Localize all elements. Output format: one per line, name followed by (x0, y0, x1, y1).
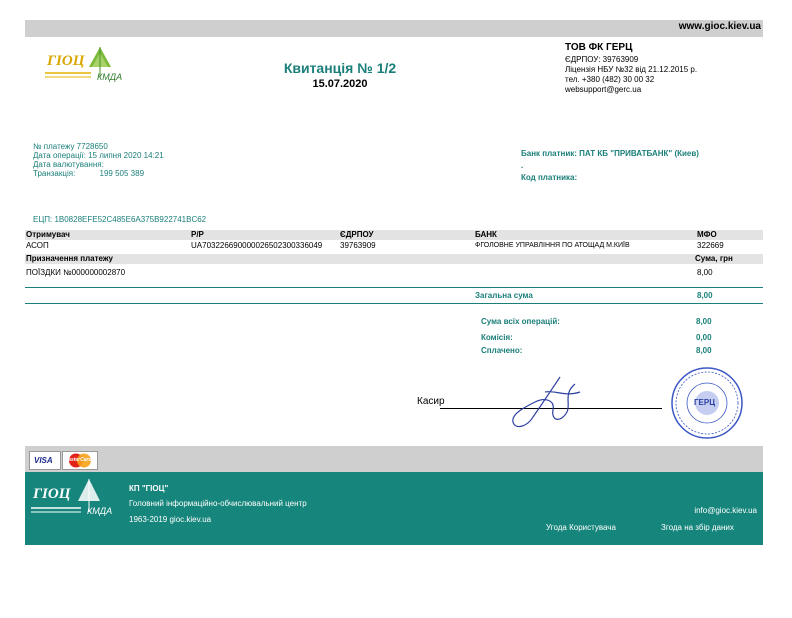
receipt-date: 15.07.2020 (312, 78, 368, 90)
company-license: Ліцензія НБУ №32 від 21.12.2015 р. (565, 65, 698, 74)
visa-label: VISA (34, 456, 53, 465)
total-label: Загальна сума (475, 291, 533, 300)
col-mfo: МФО (697, 230, 717, 239)
divider-line (25, 287, 763, 288)
mastercard-icon (62, 451, 98, 470)
cashier-signature (505, 372, 585, 432)
transaction-label: Транзакція: (33, 169, 76, 178)
all-ops-value: 8,00 (696, 317, 712, 326)
stamp-text: ГЕРЦ (694, 398, 716, 407)
bank-payer: Банк платник: ПАТ КБ "ПРИВАТБАНК" (Киев) (521, 149, 699, 158)
gioc-logo (45, 45, 130, 85)
account-value: UA703226690000026502300336049 (191, 241, 323, 250)
transaction (33, 169, 164, 178)
footer-years[interactable]: 1963-2019 gioc.kiev.ua (129, 515, 212, 524)
amount-value: 8,00 (697, 268, 713, 277)
edrpou-value: 39763909 (340, 241, 376, 250)
company-stamp (670, 366, 744, 440)
logo-text: ГІОЦ (47, 53, 85, 69)
company-email[interactable]: websupport@gerc.ua (565, 85, 642, 94)
footer-logo (31, 476, 111, 521)
company-name: ТОВ ФК ГЕРЦ (565, 42, 633, 53)
bank-payer-dot: . (521, 161, 524, 170)
col-bank: БАНК (475, 230, 497, 239)
ecp-signature: ЕЦП: 1B0828EFE52C485E6A375B922741BC62 (33, 215, 207, 224)
col-edrpou: ЄДРПОУ (340, 230, 374, 239)
col-account: Р/Р (191, 230, 204, 239)
footer-org: КП "ГІОЦ" (129, 484, 169, 493)
transaction-value: 199 505 389 (99, 169, 145, 178)
footer-org-full: Головний інформаційно-обчислювальний центр (129, 499, 307, 508)
commission-label: Комісія: (481, 333, 513, 342)
purpose-header (25, 254, 763, 264)
user-agreement-link[interactable]: Угода Користувача (546, 523, 616, 532)
top-bar (25, 20, 763, 37)
paid-value: 8,00 (696, 346, 712, 355)
footer-email[interactable]: info@gioc.kiev.ua (694, 506, 757, 515)
company-phone: тел. +380 (482) 30 00 32 (565, 75, 655, 84)
operation-date: Дата операції: 15 липня 2020 14:21 (33, 151, 164, 160)
site-url[interactable]: www.gioc.kiev.ua (678, 21, 761, 32)
data-consent-link[interactable]: Згода на збір даних (661, 523, 734, 532)
table-row (25, 241, 763, 251)
total-row (25, 291, 763, 301)
mastercard-label: MasterCard (64, 457, 92, 463)
purpose-label: Призначення платежу (26, 254, 114, 263)
paid-label: Сплачено: (481, 346, 523, 355)
footer-logo-subtext: КМДА (87, 506, 113, 516)
visa-icon (29, 451, 61, 470)
company-edrpou: ЄДРПОУ: 39763909 (565, 55, 639, 64)
commission-value: 0,00 (696, 333, 712, 342)
footer (25, 472, 763, 545)
col-recipient: Отримувач (26, 230, 70, 239)
recipient-value: АСОП (26, 241, 49, 250)
sum-label: Сума, грн (695, 254, 733, 263)
company-info (565, 43, 697, 95)
total-value: 8,00 (697, 291, 713, 300)
bank-payer-block (521, 148, 699, 184)
purpose-row (25, 268, 763, 278)
divider-line (25, 303, 763, 304)
payment-cards-bar (25, 446, 763, 472)
mfo-value: 322669 (697, 241, 724, 250)
cashier-label: Касир (417, 396, 445, 407)
purpose-value: ПОЇЗДКИ №000000002870 (26, 268, 126, 277)
bank-value: ФГОЛОВНЕ УПРАВЛІННЯ ПО АТОЩАД М.КИЇВ (475, 242, 630, 249)
all-ops-label: Сума всіх операцій: (481, 317, 560, 326)
payer-code: Код платника: (521, 173, 578, 182)
table-header (25, 230, 763, 240)
logo-subtext: КМДА (97, 72, 123, 82)
payment-info (33, 142, 164, 178)
receipt-title-block (250, 60, 430, 90)
footer-logo-text: ГІОЦ (33, 486, 71, 502)
receipt-title: Квитанція № 1/2 (283, 60, 397, 76)
value-date: Дата валютування: (33, 160, 104, 169)
payment-number: № платежу 7728650 (33, 142, 108, 151)
